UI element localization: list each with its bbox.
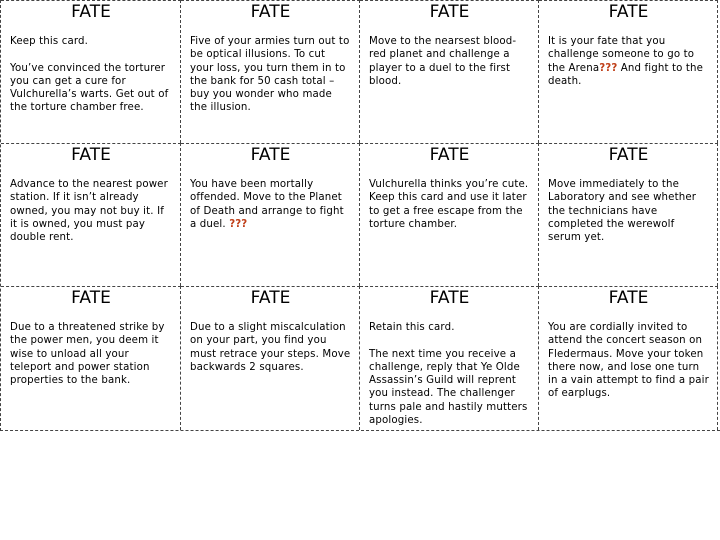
card-text (10, 178, 172, 244)
fate-card-12 (539, 286, 718, 430)
fate-card-11 (360, 286, 539, 430)
card-paragraph: You are cordially invited to attend the concert season on Fledermaus. Move your token there now, and lose one turn in a vain attempt to find a pair of earplugs. (548, 322, 709, 400)
fate-card-10 (181, 286, 360, 430)
card-text (369, 321, 530, 427)
card-paragraph: Keep this card. (10, 36, 89, 47)
card-paragraph: Move to the nearsest blood-red planet and challenge a player to a duel to the first blood. (369, 36, 517, 87)
card-paragraph: Vulchurella thinks you’re cute. Keep this card and use it later to get a free escape from the torture chamber. (369, 179, 529, 230)
card-text-lead: You have been mortally offended. Move to the Planet of Death and arrange to fight a duel. (190, 179, 344, 230)
card-title: FATE (608, 145, 649, 165)
fate-card-3 (360, 0, 539, 143)
card-paragraph (190, 178, 351, 231)
card-paragraph: Retain this card. (369, 322, 455, 333)
fate-card-4 (539, 0, 718, 143)
fate-card-5 (1, 143, 181, 286)
card-text (548, 321, 709, 401)
unknown-marker: ??? (229, 218, 248, 230)
card-title: FATE (429, 145, 470, 165)
card-paragraph: Five of your armies turn out to be optical illusions. To cut your loss, you turn them in to the bank for 50 cash total – buy you wonder who made the illusion. (190, 36, 350, 114)
unknown-marker: ??? (599, 62, 618, 74)
fate-card-8 (539, 143, 718, 286)
card-title: FATE (608, 288, 649, 308)
card-title: FATE (71, 145, 111, 165)
card-text (548, 178, 709, 244)
fate-card-6 (181, 143, 360, 286)
fate-card-1 (1, 0, 181, 143)
card-paragraph: Due to a slight miscalculation on your part, you find you must retrace your steps. Move backwards 2 squares. (190, 322, 351, 373)
card-text (190, 178, 351, 231)
card-title: FATE (429, 2, 470, 22)
card-text (190, 321, 351, 374)
card-title: FATE (250, 288, 291, 308)
card-paragraph: The next time you receive a challenge, reply that Ye Olde Assassin’s Guild will reprent you instead. The challenger turns pale and hastily mutters apologies. (369, 348, 528, 427)
card-title: FATE (71, 2, 111, 22)
card-text (190, 35, 351, 115)
card-text-lead: It is your fate that you challenge someone to go to the Arena (548, 36, 695, 74)
fate-card-2 (181, 0, 360, 143)
fate-card-7 (360, 143, 539, 286)
card-title: FATE (250, 2, 291, 22)
card-text (369, 35, 530, 88)
card-paragraph: Advance to the nearest power station. If it isn’t already owned, you may not buy it. If it is owned, you must pay double rent. (10, 179, 168, 244)
card-paragraph: Move immediately to the Laboratory and see whether the technicians have completed the werewolf serum yet. (548, 179, 697, 244)
card-title: FATE (608, 2, 649, 22)
card-paragraph (548, 35, 709, 88)
card-text (10, 321, 172, 387)
card-text (10, 35, 172, 115)
card-text-tail: And fight to the death. (548, 62, 704, 87)
card-title: FATE (71, 288, 111, 308)
card-title: FATE (429, 288, 470, 308)
card-text (369, 178, 530, 231)
card-text (548, 35, 709, 88)
card-title: FATE (250, 145, 291, 165)
card-paragraph: You’ve convinced the torturer you can get a cure for Vulchurella’s warts. Get out of the torture chamber free. (10, 62, 169, 114)
fate-card-9 (1, 286, 181, 430)
card-paragraph: Due to a threatened strike by the power men, you deem it wise to unload all your teleport and power station properties to the bank. (10, 322, 165, 387)
